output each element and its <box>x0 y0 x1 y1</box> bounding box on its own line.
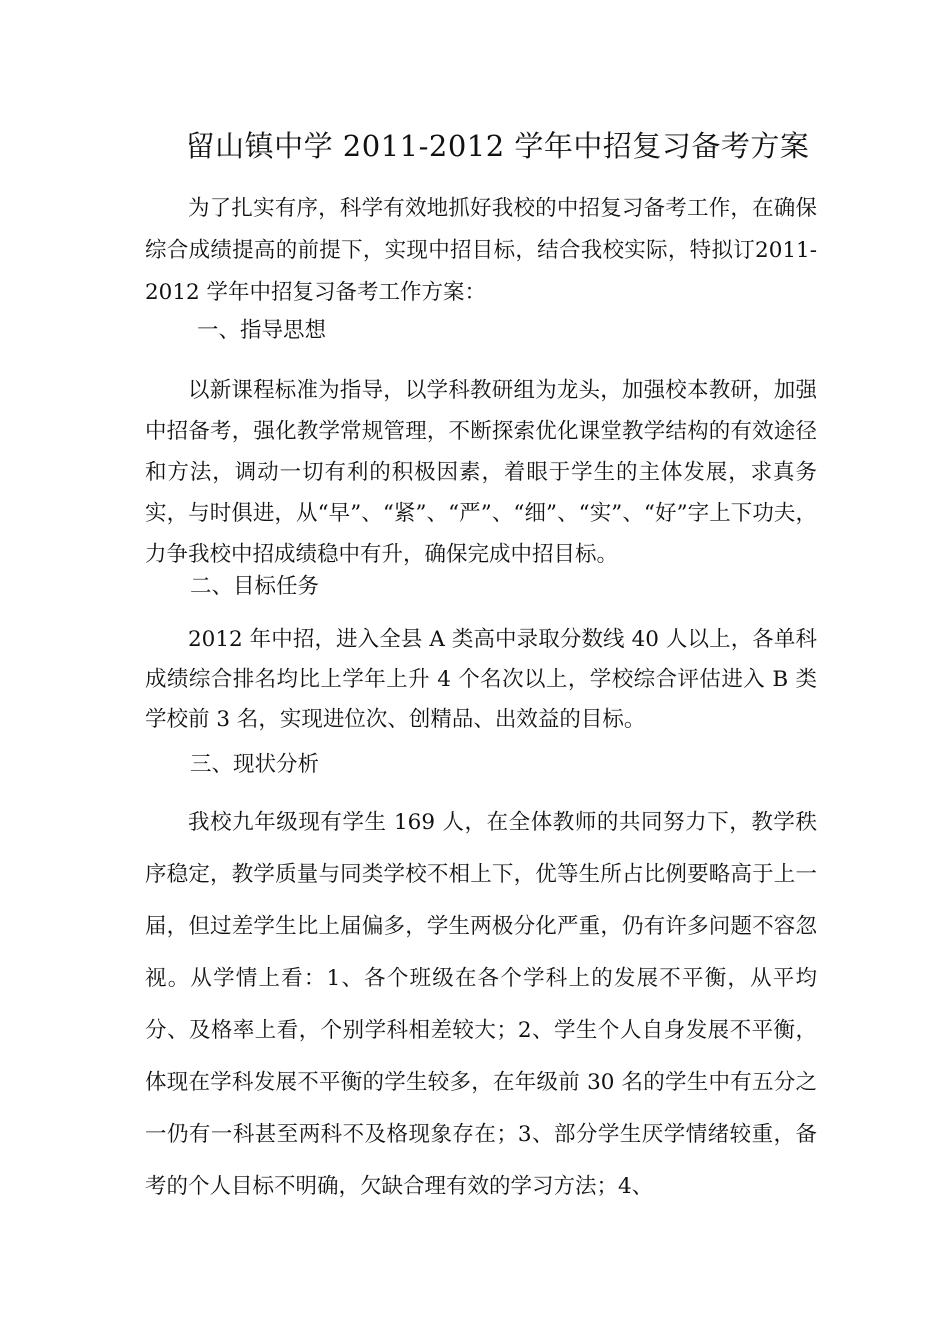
section-heading-goals: 二、目标任务 <box>190 574 320 599</box>
section-body-guiding-ideology: 以新课程标准为指导，以学科教研组为龙头，加强校本教研，加强中招备考，强化教学常规管理，不断探索优化课堂教学结构的有效途径和方法，调动一切有利的积极因素，着眼于学生的主体发展，求真务实，与时俱进，从“早”、“紧”、“严”、“细”、“实”、“好”字上下功夫，力争我校中招成绩稳中有升，确保完成中招目标。 <box>145 378 817 567</box>
section-body-status-analysis: 我校九年级现有学生 169 人，在全体教师的共同努力下，教学秩序稳定，教学质量与同类学校不相上下，优等生所占比例要略高于上一届，但过差学生比上届偏多，学生两极分化严重，仍有许多问题不容忽视。从学情上看：1、各个班级在各个学科上的发展不平衡，从平均分、及格率上看，个别学科相差较大；2、学生个人自身发展不平衡，体现在学科发展不平衡的学生较多，在年级前 30 名的学生中有五分之一仍有一科甚至两科不及格现象存在；3、部分学生厌学情绪较重，备考的个人目标不明确，欠缺合理有效的学习方法；4、 <box>145 810 817 1199</box>
section-heading-guiding-ideology: 一、指导思想 <box>197 318 327 343</box>
section-body-goals: 2012 年中招，进入全县 A 类高中录取分数线 40 人以上，各单科成绩综合排名均比上学年上升 4 个名次以上，学校综合评估进入 B 类学校前 3 名，实现进位次、创精品、出效益的目标。 <box>145 627 817 732</box>
intro-paragraph: 为了扎实有序，科学有效地抓好我校的中招复习备考工作，在确保综合成绩提高的前提下，实现中招目标，结合我校实际，特拟订2011-2012 学年中招复习备考工作方案： <box>145 196 817 305</box>
section-heading-status-analysis: 三、现状分析 <box>190 752 320 777</box>
document-title: 留山镇中学 2011-2012 学年中招复习备考方案 <box>185 129 810 163</box>
